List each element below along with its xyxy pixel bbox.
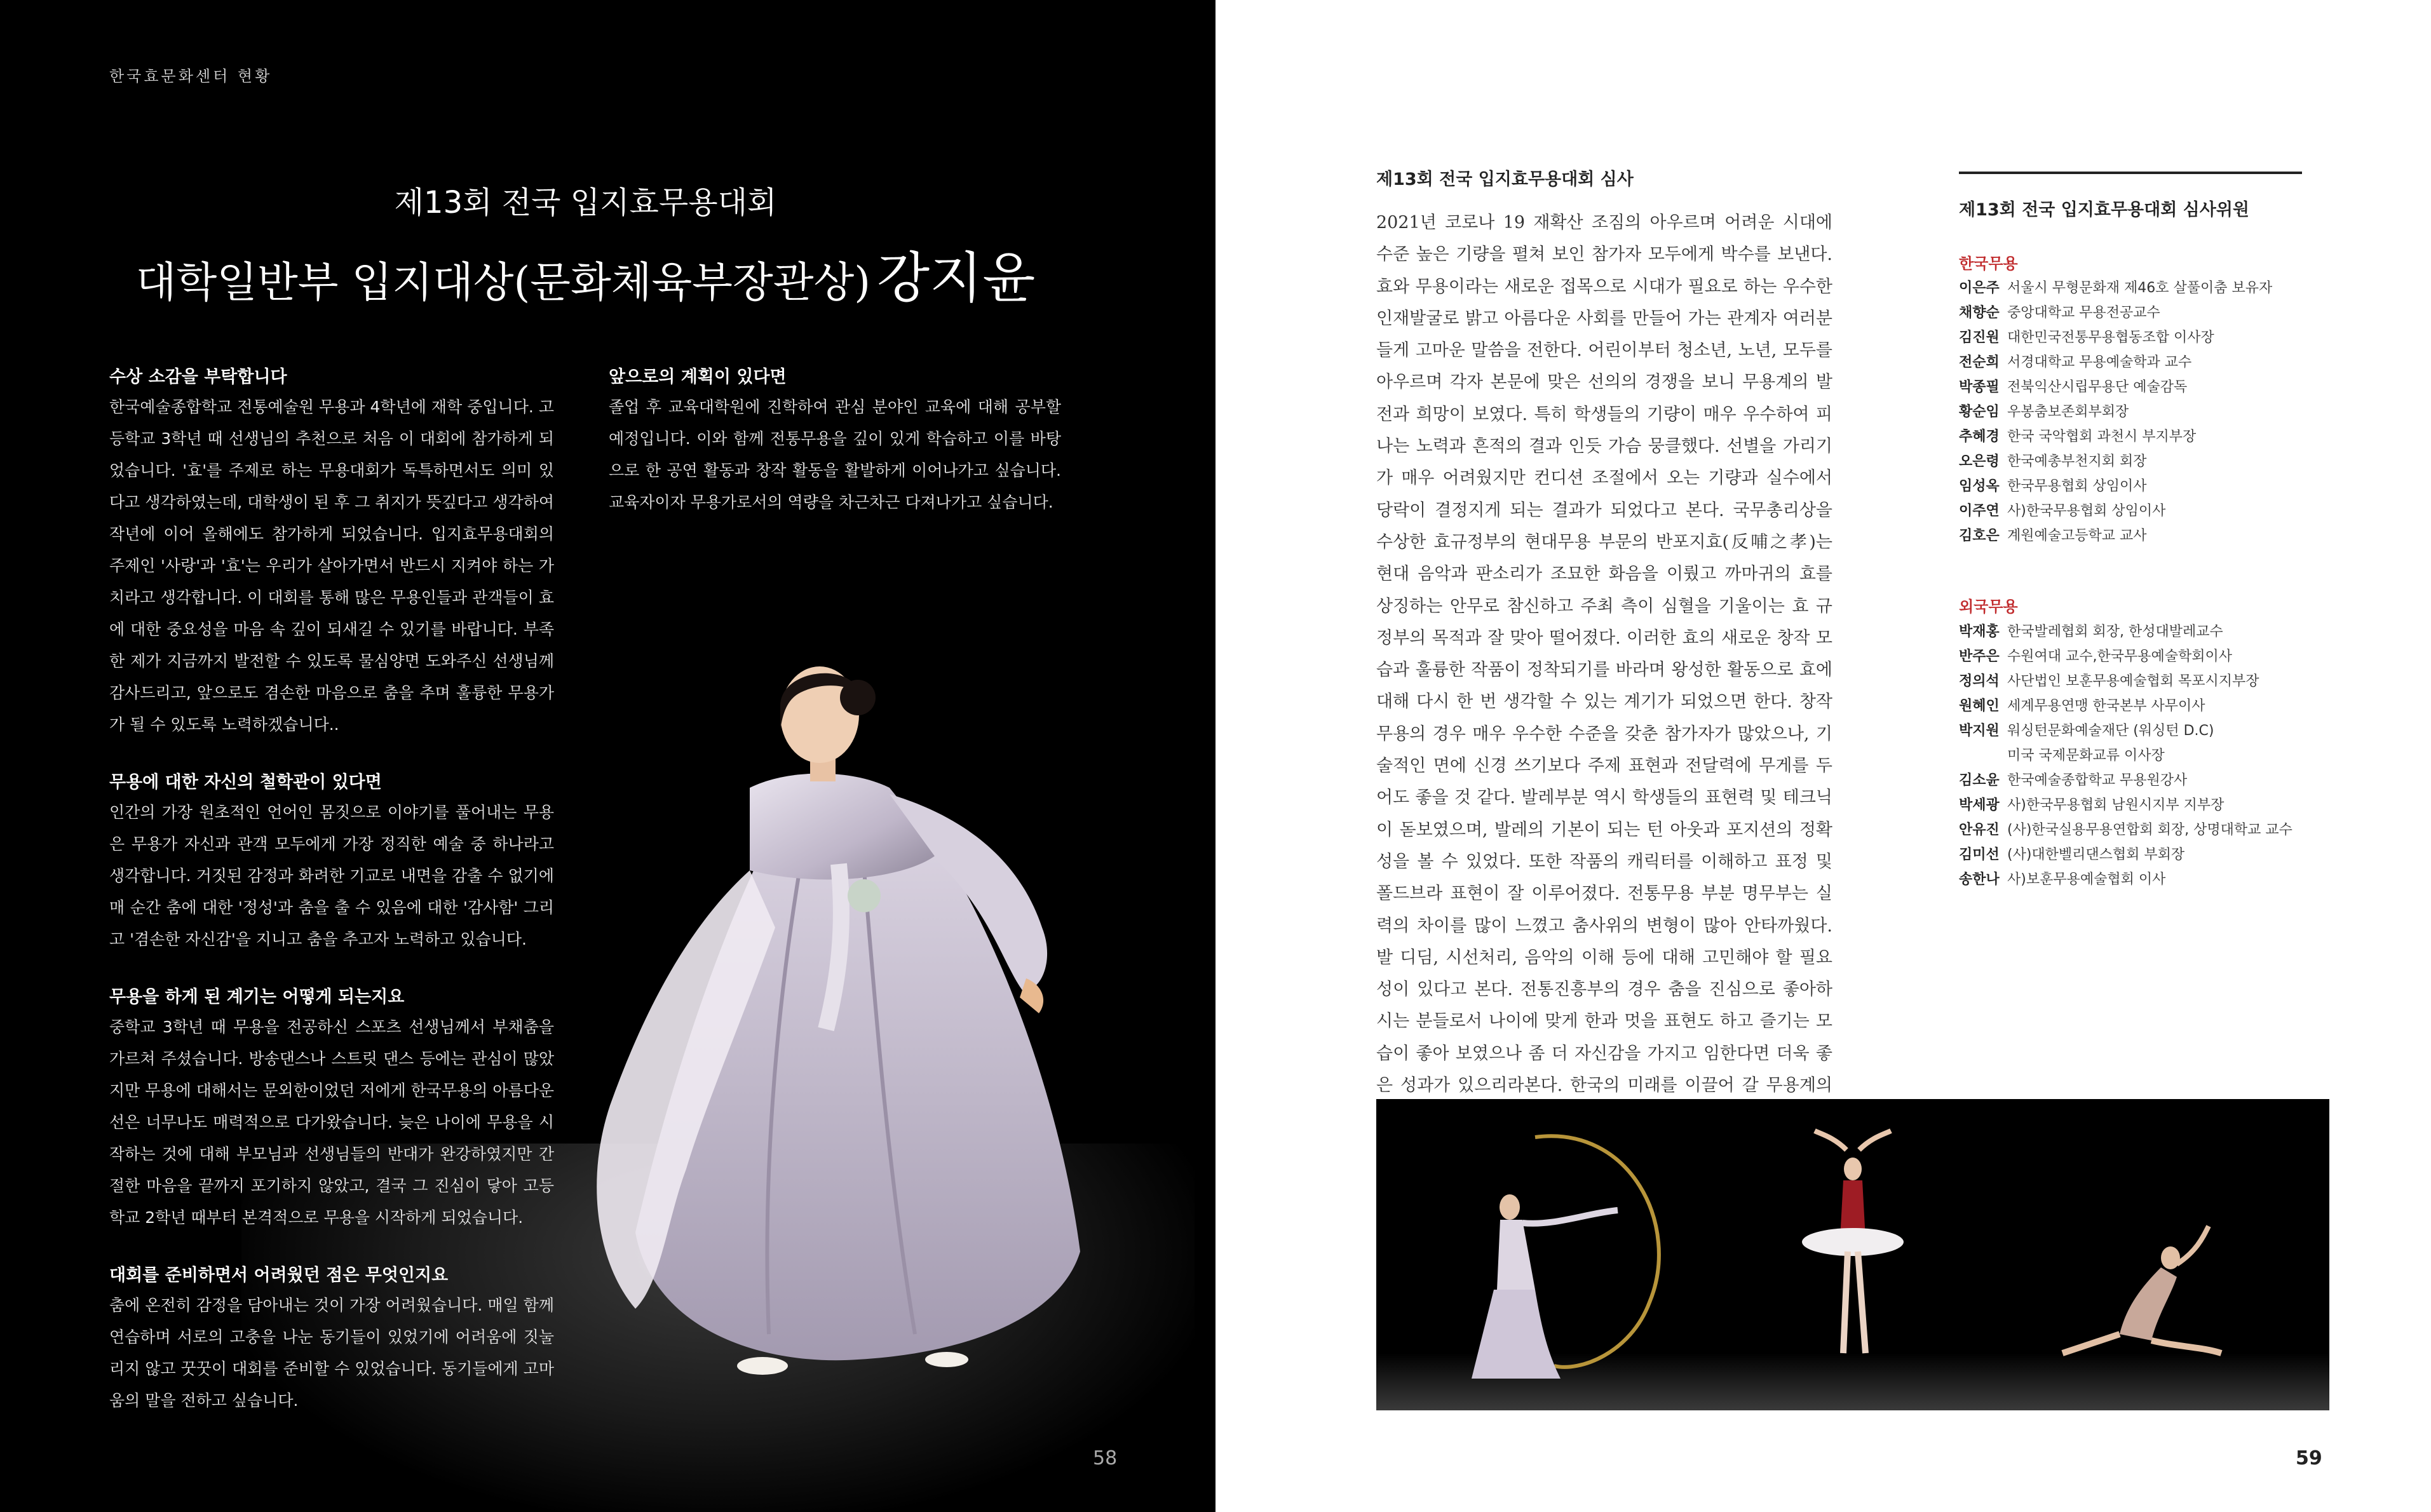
judges-title: 제13회 전국 입지효무용대회 심사위원 bbox=[1959, 200, 2250, 220]
judge-role: (사)대한벨리댄스협회 부회장 bbox=[2007, 847, 2185, 863]
performance-photos bbox=[1376, 1099, 2329, 1410]
judge-role: 서울시 무형문화재 제46호 살풀이춤 보유자 bbox=[2007, 280, 2273, 296]
judge-row bbox=[1959, 694, 2340, 719]
right-page bbox=[1216, 0, 2431, 1512]
question-heading: 앞으로의 계획이 있다면 bbox=[609, 367, 787, 387]
judge-row bbox=[1959, 449, 2340, 474]
review-heading: 제13회 전국 입지효무용대회 심사 bbox=[1376, 170, 1634, 189]
judge-name: 박세광 bbox=[1959, 797, 2000, 813]
judge-row bbox=[1959, 499, 2340, 523]
judge-role: 사)보훈무용예술협회 이사 bbox=[2007, 872, 2166, 888]
judge-role: 중앙대학교 무용전공교수 bbox=[2007, 305, 2160, 321]
judge-row bbox=[1959, 842, 2340, 867]
judge-row bbox=[1959, 818, 2340, 842]
award-name: 대학일반부 입지대상(문화체육부장관상) bbox=[135, 258, 871, 307]
judge-name: 박지원 bbox=[1959, 723, 2000, 739]
judge-name: 이은주 bbox=[1959, 280, 2000, 296]
judge-row bbox=[1959, 669, 2340, 694]
judge-row bbox=[1959, 350, 2340, 375]
question-heading: 무용에 대한 자신의 철학관이 있다면 bbox=[109, 773, 382, 792]
judge-role: 계원예술고등학교 교사 bbox=[2007, 528, 2147, 544]
judge-row bbox=[1959, 474, 2340, 499]
judge-row bbox=[1959, 793, 2340, 818]
question-heading: 수상 소감을 부탁합니다 bbox=[109, 367, 287, 387]
event-title: 제13회 전국 입지효무용대회 bbox=[394, 185, 777, 220]
judge-name: 박종필 bbox=[1959, 379, 2000, 395]
answer-text: 인간의 가장 원초적인 언어인 몸짓으로 이야기를 풀어내는 무용은 무용가 자신과 관객 모두에게 가장 정직한 예술 중 하나라고 생각합니다. 거짓된 감정과 화려한 기교로 내면을 감출 수 없기에 매 순간 춤에 대한 '정성'과 춤을 출 수 있음에 대한 '감사함' 그리고 '겸손한 자신감'을 지니고 춤을 추고자 노력하고 있습니다. bbox=[109, 803, 554, 948]
judge-role: 한국 국악협회 과천시 부지부장 bbox=[2007, 429, 2197, 445]
judge-role: 수원여대 교수,한국무용예술학회이사 bbox=[2007, 649, 2233, 665]
judge-role: 사단법인 보훈무용예술협회 목포시지부장 bbox=[2007, 673, 2259, 689]
judge-role: 사)한국무용협회 상임이사 bbox=[2007, 503, 2166, 519]
answer-text: 춤에 온전히 감정을 담아내는 것이 가장 어려웠습니다. 매일 함께 연습하며 서로의 고충을 나눈 동기들이 있었기에 어려움에 짓눌리지 않고 꿋꿋이 대회를 준비할 수 있었습니다. 동기들에게 고마움의 말을 전하고 싶습니다. bbox=[109, 1296, 554, 1410]
judge-role: 한국무용협회 상임이사 bbox=[2007, 478, 2147, 494]
judge-row bbox=[1959, 644, 2340, 669]
page-number-left: 58 bbox=[1093, 1447, 1118, 1469]
judge-row bbox=[1959, 619, 2340, 644]
interview-column-right bbox=[609, 363, 1061, 546]
group-title-foreign-dance: 외국무용 bbox=[1959, 598, 2018, 616]
judge-row bbox=[1959, 400, 2340, 424]
question-heading: 무용을 하게 된 계기는 어떻게 되는지요 bbox=[109, 987, 405, 1007]
judge-name: 김호은 bbox=[1959, 528, 2000, 544]
judge-row bbox=[1959, 523, 2340, 548]
judge-role: 한국예총부천지회 회장 bbox=[2007, 454, 2147, 469]
performance-photo-strip bbox=[1376, 1099, 2329, 1410]
judge-role: 한국예술종합학교 무용원강사 bbox=[2007, 773, 2188, 788]
judge-role: 미국 국제문화교류 이사장 bbox=[2007, 748, 2165, 764]
judge-role: 우봉춤보존회부회장 bbox=[2007, 404, 2129, 420]
interview-column-left bbox=[109, 363, 554, 1445]
award-title bbox=[0, 234, 1171, 313]
answer-text: 졸업 후 교육대학원에 진학하여 관심 분야인 교육에 대해 공부할 예정입니다. 이와 함께 전통무용을 깊이 있게 학습하고 이를 바탕으로 한 공연 활동과 창작 활동을 활발하게 이어나가고 싶습니다. 교육자이자 무용가로서의 역량을 차근차근 다져나가고 싶습니다. bbox=[609, 398, 1061, 511]
judge-role: 서경대학교 무용예술학과 교수 bbox=[2007, 354, 2192, 370]
judge-name: 전순희 bbox=[1959, 354, 2000, 370]
judge-row bbox=[1959, 768, 2340, 793]
judge-name: 김소윤 bbox=[1959, 773, 2000, 788]
judge-role: 한국발레협회 회장, 한성대발레교수 bbox=[2007, 624, 2223, 640]
question-heading: 대회를 준비하면서 어려웠던 점은 무엇인지요 bbox=[109, 1266, 449, 1285]
judge-list-foreign-dance bbox=[1959, 619, 2340, 892]
judge-name: 임성옥 bbox=[1959, 478, 2000, 494]
judge-row bbox=[1959, 719, 2340, 743]
judge-name: 김미선 bbox=[1959, 847, 2000, 863]
judge-row bbox=[1959, 276, 2340, 300]
judge-name: 황순임 bbox=[1959, 404, 2000, 420]
judge-role: 워싱턴문화예술재단 (워싱턴 D.C) bbox=[2007, 723, 2214, 739]
winner-name: 강지윤 bbox=[877, 246, 1036, 310]
section-label: 한국효문화센터 현황 bbox=[109, 67, 273, 85]
judge-row bbox=[1959, 743, 2340, 768]
judge-list-korean-dance bbox=[1959, 276, 2340, 548]
review-body: 2021년 코로나 19 재확산 조짐의 아우르며 어려운 시대에 수준 높은 기량을 펼쳐 보인 참가자 모두에게 박수를 보낸다. 효와 무용이라는 새로운 접목으로 시대가 필요로 하는 우수한 인재발굴로 밝고 아름다운 사회를 만들어 가는 관계자 여러분들게 고마운 말씀을 전한다. 어린이부터 청소년, 노년, 모두를 아우르며 각자 본문에 맞은 선의의 경쟁을 보니 무용계의 발전과 희망이 보였다. 특히 학생들의 기량이 매우 우수하여 피나는 노력과 흔적의 결과 인듯 가슴 뭉클했다. 선별을 가리기가 매우 어려웠지만 컨디션 조절에서 오는 기량과 실수에서 당락이 결정지게 되는 결과가 되었다고 본다. 국무총리상을 수상한 효규정부의 현대무용 부문의 반포지효(反哺之孝)는 현대 음악과 판소리가 조묘한 화음을 이뤘고 까마귀의 효를 상징하는 안무로 참신하고 주최 측이 심혈을 기울이는 효 규정부의 목적과 잘 맞아 떨어졌다. 이러한 효의 새로운 창작 모습과 훌륭한 작품이 정착되기를 바라며 왕성한 활동으로 효에 대해 다시 한 번 생각할 수 있는 계기가 되었으면 한다. 창작무용의 경우 매우 우수한 수준을 갖춘 참가자가 많았으나, 기술적인 면에 신경 쓰기보다 주제 표현과 전달력에 무게를 두어도 좋을 것 같다. 발레부분 역시 학생들의 표현력 및 테크닉이 돋보였으며, 발레의 기본이 되는 턴 아웃과 포지션의 정확성을 볼 수 있었다. 또한 작품의 캐릭터를 이해하고 표정 및 폴드브라 표현이 잘 이루어졌다. 전통무용 부분 명무부는 실력의 차이를 많이 느꼈고 춤사위의 변형이 많아 안타까웠다. 발 디딤, 시선처리, 음악의 이해 등에 대해 고민해야 할 필요성이 있다고 본다. 전통진흥부의 경우 춤을 진심으로 좋아하시는 분들로서 나이에 맞게 한과 멋을 표현도 하고 즐기는 모습이 좋아 보였으나 좀 더 자신감을 가지고 임한다면 더욱 좋은 성과가 있으리라본다. 한국의 미래를 이끌어 갈 무용계의 bbox=[1376, 213, 1832, 1096]
judge-name: 원혜인 bbox=[1959, 698, 2000, 714]
group-title-korean-dance: 한국무용 bbox=[1959, 255, 2018, 273]
judge-name: 오은령 bbox=[1959, 454, 2000, 469]
judge-name: 정의석 bbox=[1959, 673, 2000, 689]
judge-name: 김진원 bbox=[1959, 330, 2000, 346]
judge-row bbox=[1959, 424, 2340, 449]
judge-row bbox=[1959, 867, 2340, 892]
judge-role: 전북익산시립무용단 예술감독 bbox=[2007, 379, 2188, 395]
dancer-photo bbox=[559, 661, 1131, 1423]
judge-name: 박재홍 bbox=[1959, 624, 2000, 640]
judge-row bbox=[1959, 325, 2340, 350]
answer-text: 한국예술종합학교 전통예술원 무용과 4학년에 재학 중입니다. 고등학교 3학년 때 선생님의 추천으로 처음 이 대회에 참가하게 되었습니다. '효'를 주제로 하는 무용대회가 독특하면서도 의미 있다고 생각하였는데, 대학생이 된 후 그 취지가 뜻깊다고 생각하여 작년에 이어 올해에도 참가하게 되었습니다. 입지효무용대회의 주제인 '사랑'과 '효'는 우리가 살아가면서 반드시 지켜야 하는 가치라고 생각합니다. 이 대회를 통해 많은 무용인들과 관객들이 효에 대한 중요성을 마음 속 깊이 되새길 수 있기를 바랍니다. 부족한 제가 지금까지 발전할 수 있도록 물심양면 도와주신 선생님께 감사드리고, 앞으로도 겸손한 마음으로 춤을 추며 훌륭한 무용가가 될 수 있도록 노력하겠습니다.. bbox=[109, 398, 554, 734]
page-number-right: 59 bbox=[2296, 1447, 2322, 1469]
answer-text: 중학교 3학년 때 무용을 전공하신 스포츠 선생님께서 부채춤을 가르쳐 주셨습니다. 방송댄스나 스트릿 댄스 등에는 관심이 많았지만 무용에 대해서는 문외한이었던 저에게 한국무용의 아름다운 선은 너무나도 매력적으로 다가왔습니다. 늦은 나이에 무용을 시작하는 것에 대해 부모님과 선생님들의 반대가 완강하였지만 간절한 마음을 끝까지 포기하지 않았고, 결국 그 진심이 닿아 고등학교 2학년 때부터 본격적으로 무용을 시작하게 되었습니다. bbox=[109, 1018, 554, 1227]
judges-divider bbox=[1959, 172, 2302, 174]
judge-row bbox=[1959, 300, 2340, 325]
judge-role: 세계무용연맹 한국본부 사무이사 bbox=[2007, 698, 2205, 714]
judge-row bbox=[1959, 375, 2340, 400]
judge-name: 안유진 bbox=[1959, 822, 2000, 838]
judge-role: 대한민국전통무용협동조합 이사장 bbox=[2007, 330, 2214, 346]
judge-name: 추혜경 bbox=[1959, 429, 2000, 445]
judge-name: 반주은 bbox=[1959, 649, 2000, 665]
judge-name: 송한나 bbox=[1959, 872, 2000, 888]
judge-role: 사)한국무용협회 남원시지부 지부장 bbox=[2007, 797, 2224, 813]
judge-name: 이주연 bbox=[1959, 503, 2000, 519]
judge-name: 채향순 bbox=[1959, 305, 2000, 321]
judge-role: (사)한국실용무용연합회 회장, 상명대학교 교수 bbox=[2007, 822, 2292, 838]
judge-name bbox=[1959, 743, 2007, 768]
